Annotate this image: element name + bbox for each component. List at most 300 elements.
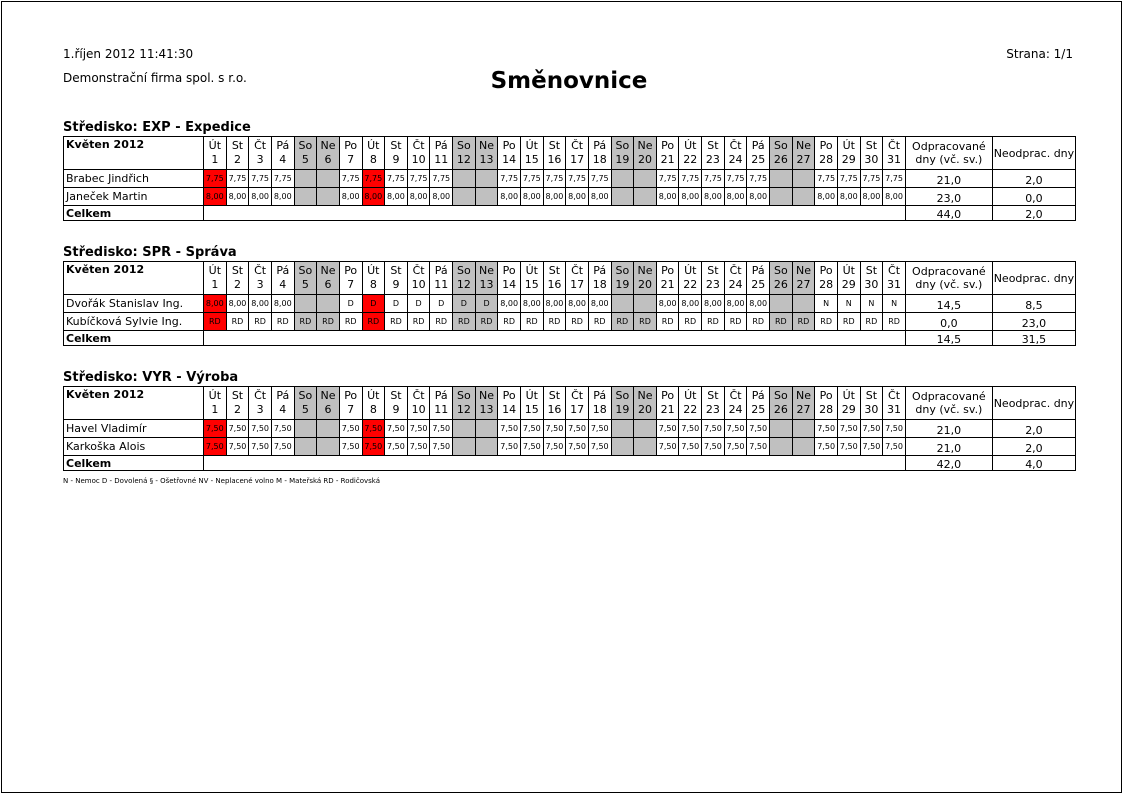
shift-cell: 7,75	[498, 170, 521, 188]
shift-cell: 7,50	[362, 420, 385, 438]
day-number: 17	[570, 278, 585, 291]
shift-cell	[770, 295, 793, 313]
day-number: 5	[301, 153, 309, 166]
day-header	[588, 387, 611, 420]
day-name: Út	[684, 389, 697, 402]
day-name: Čt	[412, 139, 425, 152]
day-number: 25	[751, 403, 766, 416]
day-number: 29	[841, 403, 856, 416]
day-name: Út	[208, 139, 222, 152]
day-header	[520, 137, 543, 170]
total-label: Celkem	[64, 206, 204, 221]
day-name: Út	[525, 389, 538, 402]
day-name: Pá	[276, 139, 290, 152]
day-number: 11	[434, 278, 449, 291]
total-worked: 44,0	[905, 206, 992, 221]
day-number: 9	[392, 153, 400, 166]
total-row	[64, 206, 1076, 221]
day-name: Po	[344, 139, 358, 152]
shift-cell: RD	[475, 313, 498, 331]
shift-cell: 8,00	[656, 188, 679, 206]
day-header	[430, 262, 453, 295]
day-header	[362, 262, 385, 295]
day-header	[837, 137, 860, 170]
day-name: Čt	[888, 264, 901, 277]
total-label: Celkem	[64, 456, 204, 471]
day-number: 7	[347, 278, 355, 291]
shift-cell: 7,75	[656, 170, 679, 188]
day-name: Po	[819, 139, 833, 152]
day-number: 19	[615, 153, 630, 166]
shift-cell	[792, 438, 815, 456]
shift-cell: RD	[883, 313, 906, 331]
day-number: 9	[392, 278, 400, 291]
shift-cell: 7,75	[407, 170, 430, 188]
shift-cell: 8,00	[724, 295, 747, 313]
day-number: 13	[479, 278, 494, 291]
day-header	[453, 387, 476, 420]
header-row	[64, 137, 1076, 170]
shift-cell: RD	[294, 313, 317, 331]
shift-cell: 7,75	[883, 170, 906, 188]
total-blank	[204, 331, 906, 346]
unworked-days: 23,0	[992, 313, 1075, 331]
day-header	[204, 387, 227, 420]
day-name: Po	[502, 139, 516, 152]
section	[63, 119, 1075, 221]
day-number: 6	[324, 153, 332, 166]
day-name: Pá	[276, 389, 290, 402]
day-name: So	[298, 389, 313, 402]
shift-cell: 7,75	[520, 170, 543, 188]
day-number: 30	[864, 153, 879, 166]
day-header	[385, 137, 408, 170]
day-header	[226, 387, 249, 420]
section	[63, 369, 1075, 471]
day-header	[815, 137, 838, 170]
day-name: Pá	[434, 139, 448, 152]
day-number: 18	[592, 153, 607, 166]
day-number: 21	[660, 403, 675, 416]
shift-cell: N	[860, 295, 883, 313]
shift-cell: 7,50	[226, 420, 249, 438]
day-number: 22	[683, 278, 698, 291]
shift-cell: 7,50	[837, 420, 860, 438]
day-number: 24	[728, 278, 743, 291]
day-name: Po	[661, 264, 675, 277]
day-number: 20	[638, 403, 652, 416]
shift-cell: 7,50	[385, 438, 408, 456]
shift-table	[63, 386, 1076, 471]
shift-cell: N	[837, 295, 860, 313]
shift-cell: 8,00	[815, 188, 838, 206]
day-number: 18	[592, 278, 607, 291]
shift-cell: 7,50	[362, 438, 385, 456]
day-header	[611, 387, 634, 420]
day-name: St	[231, 389, 244, 402]
day-number: 13	[479, 403, 494, 416]
shift-cell: 7,50	[566, 438, 589, 456]
shift-cell: 7,75	[249, 170, 272, 188]
header-row	[64, 262, 1076, 295]
shift-cell	[634, 295, 657, 313]
shift-cell: 8,00	[702, 188, 725, 206]
day-name: Pá	[751, 389, 765, 402]
day-number: 19	[615, 403, 630, 416]
day-number: 1	[211, 403, 219, 416]
day-number: 12	[456, 278, 471, 291]
day-number: 10	[411, 153, 426, 166]
shift-cell: D	[475, 295, 498, 313]
shift-cell	[475, 170, 498, 188]
day-name: Čt	[888, 139, 901, 152]
day-header	[724, 262, 747, 295]
shift-cell: RD	[249, 313, 272, 331]
shift-cell: 7,50	[656, 438, 679, 456]
day-name: So	[615, 264, 630, 277]
shift-cell: 7,75	[271, 170, 294, 188]
day-number: 3	[256, 403, 264, 416]
employee-name: Brabec Jindřich	[64, 170, 204, 188]
shift-cell	[634, 420, 657, 438]
day-name: Pá	[751, 139, 765, 152]
table-row	[64, 438, 1076, 456]
day-header	[430, 137, 453, 170]
day-number: 22	[683, 403, 698, 416]
shift-cell: 8,00	[543, 295, 566, 313]
shift-cell: RD	[566, 313, 589, 331]
shift-cell: RD	[634, 313, 657, 331]
day-name: Pá	[276, 264, 290, 277]
shift-cell: 8,00	[679, 295, 702, 313]
report-date: 1.říjen 2012 11:41:30	[63, 47, 194, 61]
unworked-days: 8,5	[992, 295, 1075, 313]
shift-cell	[475, 420, 498, 438]
day-number: 28	[819, 278, 834, 291]
shift-cell: 8,00	[837, 188, 860, 206]
shift-cell: 7,75	[430, 170, 453, 188]
shift-cell: 7,50	[724, 438, 747, 456]
shift-cell: RD	[702, 313, 725, 331]
page-number: Strana: 1/1	[1006, 47, 1073, 61]
day-number: 23	[705, 153, 720, 166]
day-header	[656, 137, 679, 170]
unworked-days: 2,0	[992, 420, 1075, 438]
shift-cell: 7,50	[520, 420, 543, 438]
total-unworked: 31,5	[992, 331, 1075, 346]
day-name: St	[548, 264, 561, 277]
shift-cell: RD	[385, 313, 408, 331]
shift-cell: D	[430, 295, 453, 313]
employee-name: Karkoška Alois	[64, 438, 204, 456]
day-header	[543, 137, 566, 170]
day-header	[520, 387, 543, 420]
shift-cell: 8,00	[520, 188, 543, 206]
shift-cell: 8,00	[566, 295, 589, 313]
shift-cell: 8,00	[679, 188, 702, 206]
shift-cell: RD	[588, 313, 611, 331]
day-header	[226, 137, 249, 170]
day-header	[860, 387, 883, 420]
shift-cell: 7,50	[815, 420, 838, 438]
day-name: Pá	[434, 264, 448, 277]
shift-cell	[317, 170, 340, 188]
day-name: Čt	[571, 389, 584, 402]
day-header	[249, 137, 272, 170]
shift-cell: 8,00	[226, 295, 249, 313]
day-number: 16	[547, 278, 562, 291]
day-name: Út	[684, 139, 697, 152]
day-name: St	[707, 264, 719, 277]
day-name: Po	[661, 139, 675, 152]
shift-cell	[770, 420, 793, 438]
shift-cell: 7,50	[588, 420, 611, 438]
day-number: 10	[411, 278, 426, 291]
worked-days: 23,0	[905, 188, 992, 206]
day-number: 15	[524, 153, 539, 166]
shift-cell	[294, 295, 317, 313]
shift-cell: 7,50	[860, 438, 883, 456]
unworked-days-header: Neodprac. dny	[992, 137, 1075, 170]
employee-name: Janeček Martin	[64, 188, 204, 206]
report-page	[1, 1, 1122, 793]
shift-cell	[453, 420, 476, 438]
shift-cell	[294, 188, 317, 206]
day-number: 17	[570, 403, 585, 416]
day-name: Čt	[254, 264, 267, 277]
day-header	[294, 137, 317, 170]
day-header	[543, 262, 566, 295]
day-name: So	[457, 389, 471, 402]
shift-cell: 7,50	[702, 420, 725, 438]
shift-cell	[453, 188, 476, 206]
employee-name: Dvořák Stanislav Ing.	[64, 295, 204, 313]
day-name: St	[548, 139, 561, 152]
day-name: Čt	[412, 389, 425, 402]
shift-cell: RD	[226, 313, 249, 331]
shift-cell: 8,00	[747, 188, 770, 206]
day-name: Po	[502, 264, 516, 277]
shift-cell: D	[362, 295, 385, 313]
day-header	[792, 387, 815, 420]
shift-cell	[475, 438, 498, 456]
day-number: 11	[434, 403, 449, 416]
day-name: Út	[208, 389, 222, 402]
day-name: Po	[819, 264, 833, 277]
shift-cell: 7,50	[883, 438, 906, 456]
shift-cell: 7,50	[588, 438, 611, 456]
day-name: St	[548, 389, 561, 402]
day-name: Ne	[637, 139, 653, 152]
shift-cell	[317, 188, 340, 206]
day-name: Čt	[729, 389, 742, 402]
day-number: 13	[479, 153, 494, 166]
day-name: Út	[842, 264, 855, 277]
day-name: Út	[684, 264, 697, 277]
day-name: Čt	[254, 139, 267, 152]
day-number: 1	[211, 153, 219, 166]
day-header	[294, 262, 317, 295]
shift-cell: 7,50	[815, 438, 838, 456]
day-number: 8	[369, 153, 377, 166]
day-header	[475, 137, 498, 170]
day-header	[634, 387, 657, 420]
shift-cell: 7,50	[430, 420, 453, 438]
shift-cell: 7,50	[724, 420, 747, 438]
shift-cell: RD	[815, 313, 838, 331]
day-header	[588, 262, 611, 295]
day-number: 31	[887, 403, 902, 416]
day-header	[339, 137, 362, 170]
day-name: Po	[819, 389, 833, 402]
day-header	[792, 137, 815, 170]
day-number: 1	[211, 278, 219, 291]
day-number: 16	[547, 153, 562, 166]
header-row	[64, 387, 1076, 420]
shift-cell: 7,50	[860, 420, 883, 438]
day-name: So	[615, 139, 630, 152]
table-row	[64, 170, 1076, 188]
day-number: 26	[773, 278, 788, 291]
shift-cell	[294, 438, 317, 456]
day-header	[204, 262, 227, 295]
shift-cell	[453, 170, 476, 188]
day-header	[520, 262, 543, 295]
shift-cell: 8,00	[520, 295, 543, 313]
shift-cell: RD	[656, 313, 679, 331]
day-number: 30	[864, 403, 879, 416]
day-header	[407, 262, 430, 295]
shift-cell: 8,00	[271, 188, 294, 206]
shift-cell: 7,50	[543, 420, 566, 438]
day-header	[747, 387, 770, 420]
day-header	[724, 137, 747, 170]
day-name: St	[390, 389, 402, 402]
shift-cell: 7,50	[271, 420, 294, 438]
month-label: Květen 2012	[64, 137, 204, 170]
day-header	[385, 387, 408, 420]
shift-cell: 7,50	[249, 438, 272, 456]
shift-cell: D	[407, 295, 430, 313]
shift-cell: 8,00	[566, 188, 589, 206]
day-header	[702, 137, 725, 170]
shift-cell: N	[883, 295, 906, 313]
shift-cell: RD	[453, 313, 476, 331]
day-number: 26	[773, 403, 788, 416]
day-number: 27	[796, 278, 811, 291]
day-name: So	[298, 139, 313, 152]
day-name: Pá	[593, 264, 607, 277]
day-name: Út	[525, 139, 538, 152]
shift-cell: 7,75	[588, 170, 611, 188]
shift-cell	[634, 188, 657, 206]
day-number: 2	[233, 278, 241, 291]
shift-cell: 8,00	[702, 295, 725, 313]
shift-cell: 7,75	[362, 170, 385, 188]
day-header	[566, 387, 589, 420]
shift-cell: 7,50	[385, 420, 408, 438]
shift-cell: RD	[724, 313, 747, 331]
day-number: 7	[347, 403, 355, 416]
day-number: 19	[615, 278, 630, 291]
shift-table	[63, 136, 1076, 221]
shift-cell: RD	[611, 313, 634, 331]
day-header	[271, 262, 294, 295]
shift-cell	[634, 170, 657, 188]
day-number: 7	[347, 153, 355, 166]
shift-cell: 8,00	[498, 295, 521, 313]
day-header	[837, 262, 860, 295]
day-number: 26	[773, 153, 788, 166]
day-header	[249, 262, 272, 295]
shift-cell: RD	[543, 313, 566, 331]
shift-cell	[294, 170, 317, 188]
shift-cell: 7,75	[385, 170, 408, 188]
shift-cell: RD	[317, 313, 340, 331]
shift-cell: 7,75	[204, 170, 227, 188]
day-number: 17	[570, 153, 585, 166]
day-header	[860, 137, 883, 170]
day-name: Čt	[412, 264, 425, 277]
day-name: So	[773, 139, 788, 152]
shift-cell	[317, 438, 340, 456]
day-header	[475, 387, 498, 420]
day-header	[860, 262, 883, 295]
day-name: So	[773, 389, 788, 402]
day-number: 2	[233, 153, 241, 166]
day-number: 15	[524, 278, 539, 291]
day-header	[317, 137, 340, 170]
day-header	[679, 137, 702, 170]
day-name: Po	[344, 389, 358, 402]
unworked-days-header: Neodprac. dny	[992, 262, 1075, 295]
day-number: 29	[841, 278, 856, 291]
day-number: 3	[256, 153, 264, 166]
day-number: 25	[751, 153, 766, 166]
worked-days: 21,0	[905, 420, 992, 438]
shift-cell	[317, 420, 340, 438]
company-name: Demonstrační firma spol. s r.o.	[63, 71, 247, 85]
shift-cell: 7,75	[226, 170, 249, 188]
worked-days-header: Odpracované dny (vč. sv.)	[905, 262, 992, 295]
day-name: St	[390, 264, 402, 277]
day-name: Po	[502, 389, 516, 402]
day-name: So	[457, 139, 471, 152]
worked-days: 21,0	[905, 438, 992, 456]
day-header	[747, 137, 770, 170]
shift-cell	[611, 170, 634, 188]
day-number: 5	[301, 278, 309, 291]
shift-cell: D	[385, 295, 408, 313]
day-number: 15	[524, 403, 539, 416]
report-title: Směnovnice	[490, 68, 648, 94]
day-name: So	[457, 264, 471, 277]
shift-cell: 7,75	[815, 170, 838, 188]
day-name: Út	[367, 389, 380, 402]
day-number: 14	[502, 403, 517, 416]
day-number: 11	[434, 153, 449, 166]
day-header	[679, 387, 702, 420]
shift-cell: RD	[747, 313, 770, 331]
day-name: Ne	[479, 139, 495, 152]
day-number: 9	[392, 403, 400, 416]
day-header	[362, 387, 385, 420]
shift-cell	[475, 188, 498, 206]
day-number: 29	[841, 153, 856, 166]
total-blank	[204, 456, 906, 471]
shift-cell: 8,00	[249, 295, 272, 313]
table-row	[64, 420, 1076, 438]
